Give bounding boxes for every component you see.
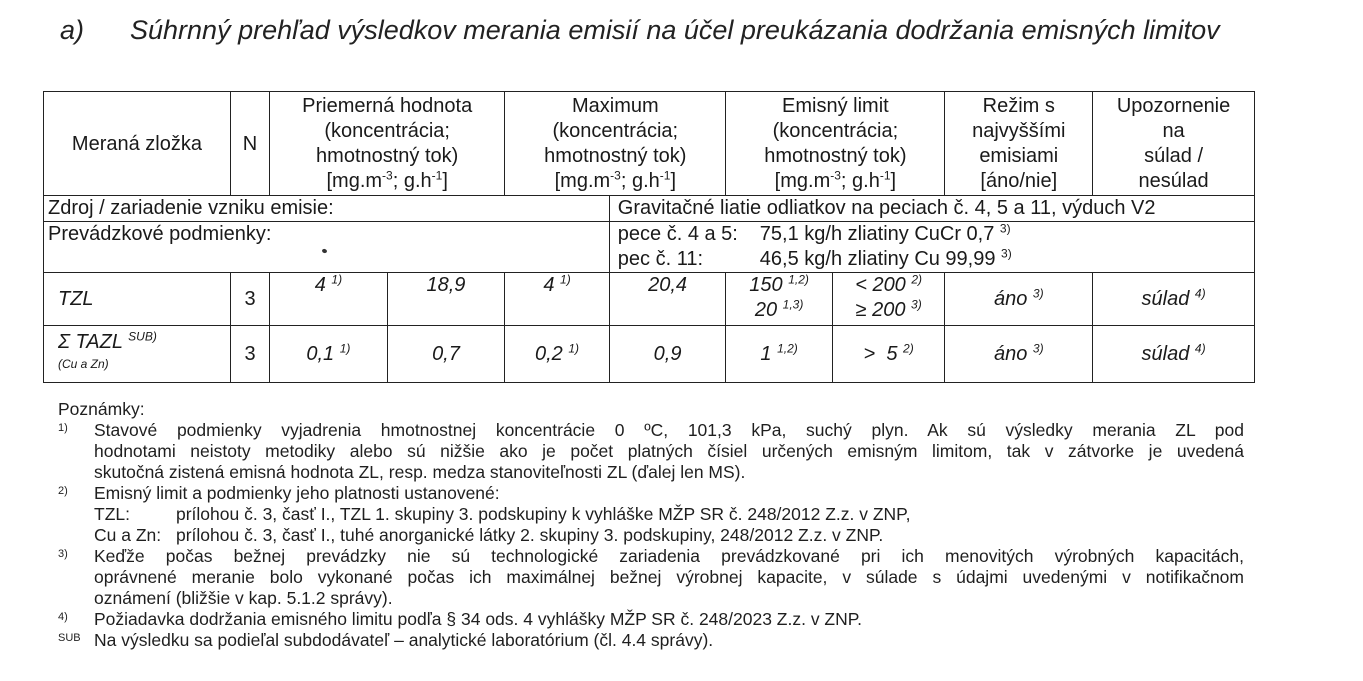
- limit-concentration: 150 $^{1,2)}$ 20 $^{1,3)}$: [726, 273, 833, 326]
- max-concentration: 4 $^{1)}$: [505, 273, 610, 326]
- row-n: 3: [230, 326, 269, 383]
- conditions-values: pece č. 4 a 5: 75,1 kg/h zliatiny CuCr 0,7 $^{3)}$ pec č. 11: 46,5 kg/h zliatiny Cu 99,99 $^{3)}$: [609, 222, 1254, 273]
- footnote-sub: SUB Na výsledku sa podieľal subdodávateľ – analytické laboratórium (čl. 4.4 správy).: [58, 630, 714, 650]
- mode-value: áno $^{3)}$: [945, 273, 1093, 326]
- max-concentration: 0,2 $^{1)}$: [505, 326, 610, 383]
- mode-value: áno $^{3)}$: [945, 326, 1093, 383]
- conditions-label: Prevádzkové podmienky:: [44, 222, 610, 273]
- header-limit: Emisný limit (koncentrácia; hmotnostný tok) [$mg.m^{-3}$; $g.h^{-1}$]: [726, 92, 945, 196]
- footnote-1-mark: 1): [58, 422, 68, 434]
- footnotes: [58, 399, 1244, 651]
- limit-flow: < 200 $^{2)}$ ≥ 200 $^{3)}$: [832, 273, 945, 326]
- max-flow: 0,9: [609, 326, 726, 383]
- header-mode: Režim s najvyššími emisiami [áno/nie]: [945, 92, 1093, 196]
- source-value: Gravitačné liatie odliatkov na peciach č. 4, 5 a 11, výduch V2: [609, 196, 1254, 222]
- table-row: [44, 273, 1255, 326]
- compliance-value: súlad $^{4)}$: [1093, 273, 1255, 326]
- source-label: Zdroj / zariadenie vzniku emisie:: [44, 196, 610, 222]
- avg-concentration: 4 $^{1)}$: [270, 273, 388, 326]
- table-row: [44, 326, 1255, 383]
- max-flow: 20,4: [609, 273, 726, 326]
- header-n: N: [230, 92, 269, 196]
- emission-results-table: [43, 91, 1255, 383]
- avg-flow: 0,7: [387, 326, 505, 383]
- footnote-3: 3) Keďže počas bežnej prevádzky nie sú technologické zariadenia prevádzkované pri ich menovitých výrobných kapacitách, oprávnené meranie bolo vykonané počas ich maximálnej bežnej výrobnej kapacite, v súlade s údajmi uvedenými v notifikačnom oznámení (bližšie v kap. 5.1.2 správy).: [58, 546, 1244, 608]
- footnote-2-mark: 2): [58, 485, 68, 497]
- footnote-3-mark: 3): [58, 548, 68, 560]
- footnote-sub-mark: SUB: [58, 632, 81, 644]
- conditions-row: [44, 222, 1255, 273]
- avg-flow: 18,9: [387, 273, 505, 326]
- avg-concentration: 0,1 $^{1)}$: [270, 326, 388, 383]
- section-letter: a): [60, 15, 85, 45]
- footnote-2: 2) Emisný limit a podmienky jeho platnosti ustanovené: TZL: prílohou č. 3, časť I., TZL 1. skupiny 3. podskupiny k vyhláške MŽP SR č. 248/2012 Z.z. v ZNP, Cu a Zn: prílohou č. 3, časť I., tuhé anorganické látky 2. skupiny 3. podskupiny, 248/2012 Z.z. v ZNP.: [58, 483, 911, 545]
- header-row: [44, 92, 1255, 196]
- row-label: Σ TAZL $^{SUB)}$ (Cu a Zn): [44, 326, 231, 383]
- header-average: Priemerná hodnota (koncentrácia; hmotnostný tok) [$mg.m^{-3}$; $g.h^{-1}$]: [270, 92, 505, 196]
- source-row: [44, 196, 1255, 222]
- header-maximum: Maximum (koncentrácia; hmotnostný tok) [$mg.m^{-3}$; $g.h^{-1}$]: [505, 92, 726, 196]
- footnote-4: 4) Požiadavka dodržania emisného limitu podľa § 34 ods. 4 vyhlášky MŽP SR č. 248/2023 Z.z. v ZNP.: [58, 609, 863, 629]
- footnote-4-mark: 4): [58, 611, 68, 623]
- limit-concentration: 1 $^{1,2)}$: [726, 326, 833, 383]
- compliance-value: súlad $^{4)}$: [1093, 326, 1255, 383]
- section-title: Súhrnný prehľad výsledkov merania emisií na účel preukázania dodržania emisných limitov: [130, 15, 1220, 45]
- limit-flow: > 5 $^{2)}$: [832, 326, 945, 383]
- row-n: 3: [230, 273, 269, 326]
- notes-title: Poznámky:: [58, 399, 145, 419]
- header-compliance: Upozornenie na súlad / nesúlad: [1093, 92, 1255, 196]
- header-component: Meraná zložka: [44, 92, 231, 196]
- row-label: TZL: [44, 273, 231, 326]
- footnote-1: 1) Stavové podmienky vyjadrenia hmotnostnej koncentrácie 0 ºC, 101,3 kPa, suchý plyn. Ak sú výsledky merania ZL pod hodnotami neistoty metodiky alebo sú nižšie ako je počet platných čísiel určených emisným limitom, tak v zátvorke je uvedená skutočná zistená emisná hodnota ZL, resp. medza stanoviteľnosti ZL (ďalej len MS).: [58, 420, 1244, 482]
